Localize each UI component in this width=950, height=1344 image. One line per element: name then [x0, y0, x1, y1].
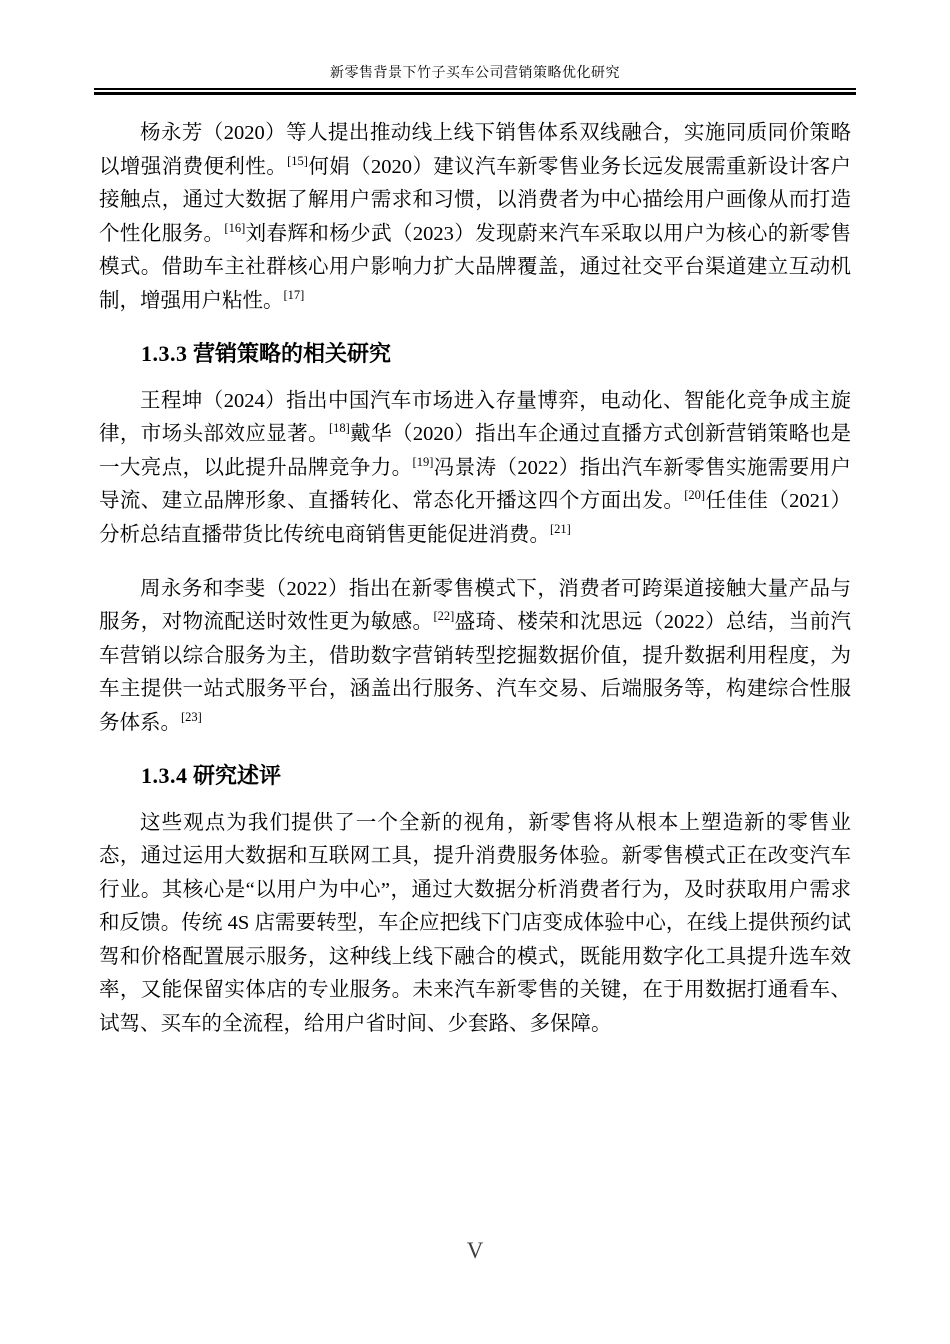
page-header [94, 0, 856, 95]
citation-reference: [22] [433, 609, 455, 624]
divider-thin-line [94, 88, 856, 90]
citation-reference: [16] [224, 220, 246, 235]
header-divider [94, 88, 856, 95]
divider-thick-line [94, 92, 856, 95]
citation-reference: [18] [328, 421, 350, 436]
body-paragraph: 王程坤（2024）指出中国汽车市场进入存量博弈，电动化、智能化竞争成主旋律，市场头部效应显著。[18]戴华（2020）指出车企通过直播方式创新营销策略也是一大亮点，以此提升品牌竞争力。[19]冯景涛（2022）指出汽车新零售实施需要用户导流、建立品牌形象、直播转化、常态化开播这四个方面出发。[20]任佳佳（2021）分析总结直播带货比传统电商销售更能促进消费。[21] [99, 389, 852, 546]
section-number: 1.3.3 [141, 340, 188, 366]
citation-reference: [21] [550, 522, 571, 537]
body-paragraph: 杨永芳（2020）等人提出推动线上线下销售体系双线融合，实施同质同价策略以增强消费便利性。[15]何娟（2020）建议汽车新零售业务长远发展需重新设计客户接触点，通过大数据了解用户需求和习惯，以消费者为中心描绘用户画像从而打造个性化服务。[16]刘春辉和杨少武（2023）发现蔚来汽车采取以用户为核心的新零售模式。借助车主社群核心用户影响力扩大品牌覆盖，通过社交平台渠道建立互动机制，增强用户粘性。[17] [99, 122, 852, 312]
section-number: 1.3.4 [141, 762, 188, 788]
body-paragraph: 周永务和李斐（2022）指出在新零售模式下，消费者可跨渠道接触大量产品与服务，对物流配送时效性更为敏感。[22]盛琦、楼荣和沈思远（2022）总结，当前汽车营销以综合服务为主，借助数字营销转型挖掘数据价值，提升数据利用程度，为车主提供一站式服务平台，涵盖出行服务、汽车交易、后端服务等，构建综合性服务体系。[23] [99, 577, 852, 734]
citation-reference: [17] [283, 288, 305, 303]
running-head-title: 新零售背景下竹子买车公司营销策略优化研究 [330, 66, 620, 81]
citation-reference: [20] [684, 488, 706, 503]
citation-reference: [19] [412, 454, 434, 469]
citation-reference: [23] [181, 710, 202, 725]
document-body [99, 117, 851, 1062]
citation-reference: [15] [287, 153, 308, 168]
page-footer [0, 1238, 950, 1264]
body-paragraph: 这些观点为我们提供了一个全新的视角，新零售将从根本上塑造新的零售业态，通过运用大数据和互联网工具，提升消费服务体验。新零售模式正在改变汽车行业。其核心是“以用户为中心”，通过大数据分析消费者行为，及时获取用户需求和反馈。传统 4S 店需要转型，车企应把线下门店变成体验中心，在线上提供预约试驾和价格配置展示服务，这种线上线下融合的模式，既能用数字化工具提升选车效率，又能保留实体店的专业服务。未来汽车新零售的关键，在于用数据打通看车、试驾、买车的全流程，给用户省时间、少套路、多保障。 [99, 811, 851, 1036]
section-title: 营销策略的相关研究 [193, 340, 392, 366]
section-title: 研究述评 [193, 762, 282, 788]
section-heading [99, 761, 851, 791]
page-number: V [466, 1238, 484, 1263]
section-heading [99, 339, 851, 369]
